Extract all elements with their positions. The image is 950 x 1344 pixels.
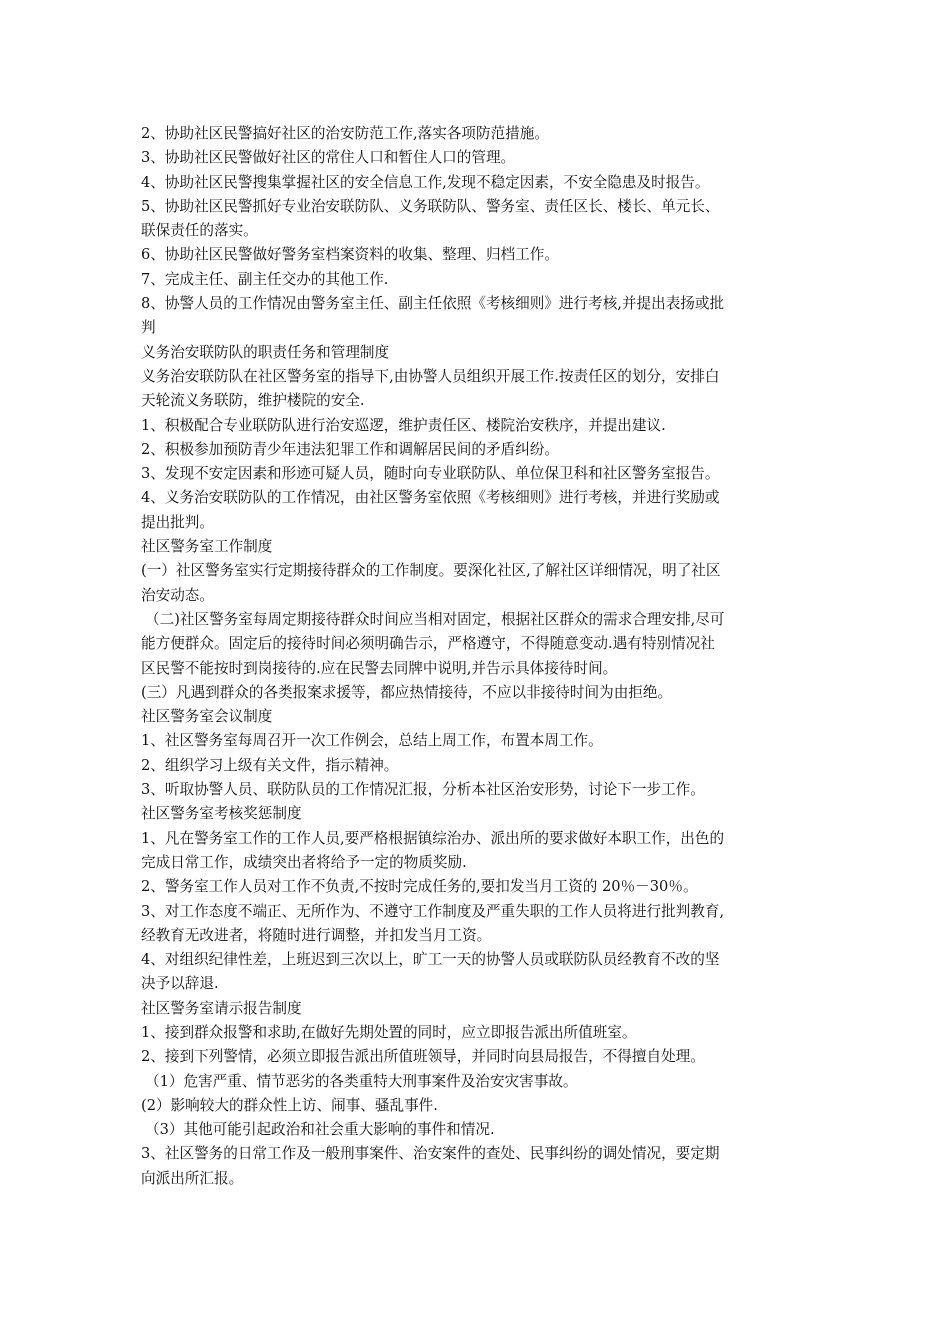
text-line: (三）凡遇到群众的各类报案求援等，都应热情接待，不应以非接待时间为由拒绝。	[141, 683, 673, 701]
text-line: 治安动态。	[141, 586, 214, 604]
text-line: 4、对组织纪律性差，上班迟到三次以上，旷工一天的协警人员或联防队员经教育不改的坚	[141, 951, 720, 969]
text-line: 决予以辞退.	[141, 975, 219, 993]
text-line: 2、积极参加预防青少年违法犯罪工作和调解居民间的矛盾纠纷。	[141, 440, 559, 458]
text-line: 区民警不能按时到岗接待的.应在民警去同牌中说明,并告示具体接待时间。	[141, 659, 618, 677]
text-line: (2）影响较大的群众性上访、闹事、骚乱事件.	[141, 1096, 438, 1114]
text-line: 4、义务治安联防队的工作情况，由社区警务室依照《考核细则》进行考核，并进行奖励或	[141, 489, 720, 507]
text-line: （二)社区警务室每周定期接待群众时间应当相对固定，根据社区群众的需求合理安排,尽可	[145, 610, 725, 628]
section-heading: 社区警务室考核奖惩制度	[141, 805, 302, 823]
text-line: 判	[141, 319, 156, 337]
text-line: 经教育无改进者，将随时进行调整，并扣发当月工资。	[141, 926, 492, 944]
text-line: 天轮流义务联防，维护楼院的安全.	[141, 392, 365, 410]
text-line: 能方便群众。固定后的接待时间必须明确告示，严格遵守，不得随意变动.遇有特别情况社	[141, 635, 715, 653]
text-line: 3、协助社区民警做好社区的常住人口和暂住人口的管理。	[141, 149, 516, 167]
text-line: 4、协助社区民警搜集掌握社区的安全信息工作,发现不稳定因素，不安全隐患及时报告。	[141, 173, 710, 191]
text-line: 完成日常工作，成绩突出者将给予一定的物质奖励.	[141, 853, 467, 871]
text-line: 1、积极配合专业联防队进行治安巡逻，维护责任区、楼院治安秩序，并提出建议.	[141, 416, 666, 434]
text-line: 提出批判。	[141, 513, 214, 531]
text-line: 1、凡在警务室工作的工作人员,要严格根据镇综治办、派出所的要求做好本职工作，出色的	[141, 829, 725, 847]
section-heading: 社区警务室工作制度	[141, 538, 273, 556]
section-heading: 义务治安联防队的职责任务和管理制度	[141, 343, 390, 361]
section-heading: 社区警务室请示报告制度	[141, 999, 302, 1017]
text-line: 联保责任的落实。	[141, 222, 258, 240]
text-line: 1、接到群众报警和求助,在做好先期处置的同时，应立即报告派出所值班室。	[141, 1023, 637, 1041]
text-line: 2、组织学习上级有关文件，指示精神。	[141, 756, 399, 774]
text-line: 5、协助社区民警抓好专业治安联防队、义务联防队、警务室、责任区长、楼长、单元长、	[141, 197, 720, 215]
text-line: 3、社区警务的日常工作及一般刑事案件、治安案件的查处、民事纠纷的调处情况，要定期	[141, 1145, 720, 1163]
text-line: 6、协助社区民警做好警务室档案资料的收集、整理、归档工作。	[141, 246, 559, 264]
text-line: (一）社区警务室实行定期接待群众的工作制度。要深化社区,了解社区详细情况，明了社区	[141, 562, 721, 580]
text-line: 2、协助社区民警搞好社区的治安防范工作,落实各项防范措施。	[141, 125, 549, 142]
text-line: （1）危害严重、情节恶劣的各类重特大刑事案件及治安灾害事故。	[145, 1072, 578, 1090]
text-line: 向派出所汇报。	[141, 1169, 244, 1187]
text-line: 3、对工作态度不端正、无所作为、不遵守工作制度及严重失职的工作人员将进行批判教育,	[141, 902, 725, 920]
text-line: 8、协警人员的工作情况由警务室主任、副主任依照《考核细则》进行考核,并提出表扬或批	[141, 295, 725, 313]
text-line: （3）其他可能引起政治和社会重大影响的事件和情况.	[145, 1121, 495, 1139]
document-body	[141, 122, 813, 1191]
text-line: 2、警务室工作人员对工作不负责,不按时完成任务的,要扣发当月工资的 20％－30％。	[141, 878, 698, 896]
text-line: 1、社区警务室每周召开一次工作例会，总结上周工作，布置本周工作。	[141, 732, 603, 750]
text-line: 3、听取协警人员、联防队员的工作情况汇报，分析本社区治安形势，讨论下一步工作。	[141, 781, 705, 799]
section-heading: 社区警务室会议制度	[141, 708, 273, 726]
text-line: 义务治安联防队在社区警务室的指导下,由协警人员组织开展工作.按责任区的划分，安排白	[141, 367, 720, 385]
text-line: 2、接到下列警情，必须立即报告派出所值班领导，并同时向县局报告，不得擅自处理。	[141, 1048, 705, 1066]
text-line: 3、发现不安定因素和形迹可疑人员，随时向专业联防队、单位保卫科和社区警务室报告。	[141, 465, 720, 483]
text-line: 7、完成主任、副主任交办的其他工作.	[141, 270, 389, 288]
